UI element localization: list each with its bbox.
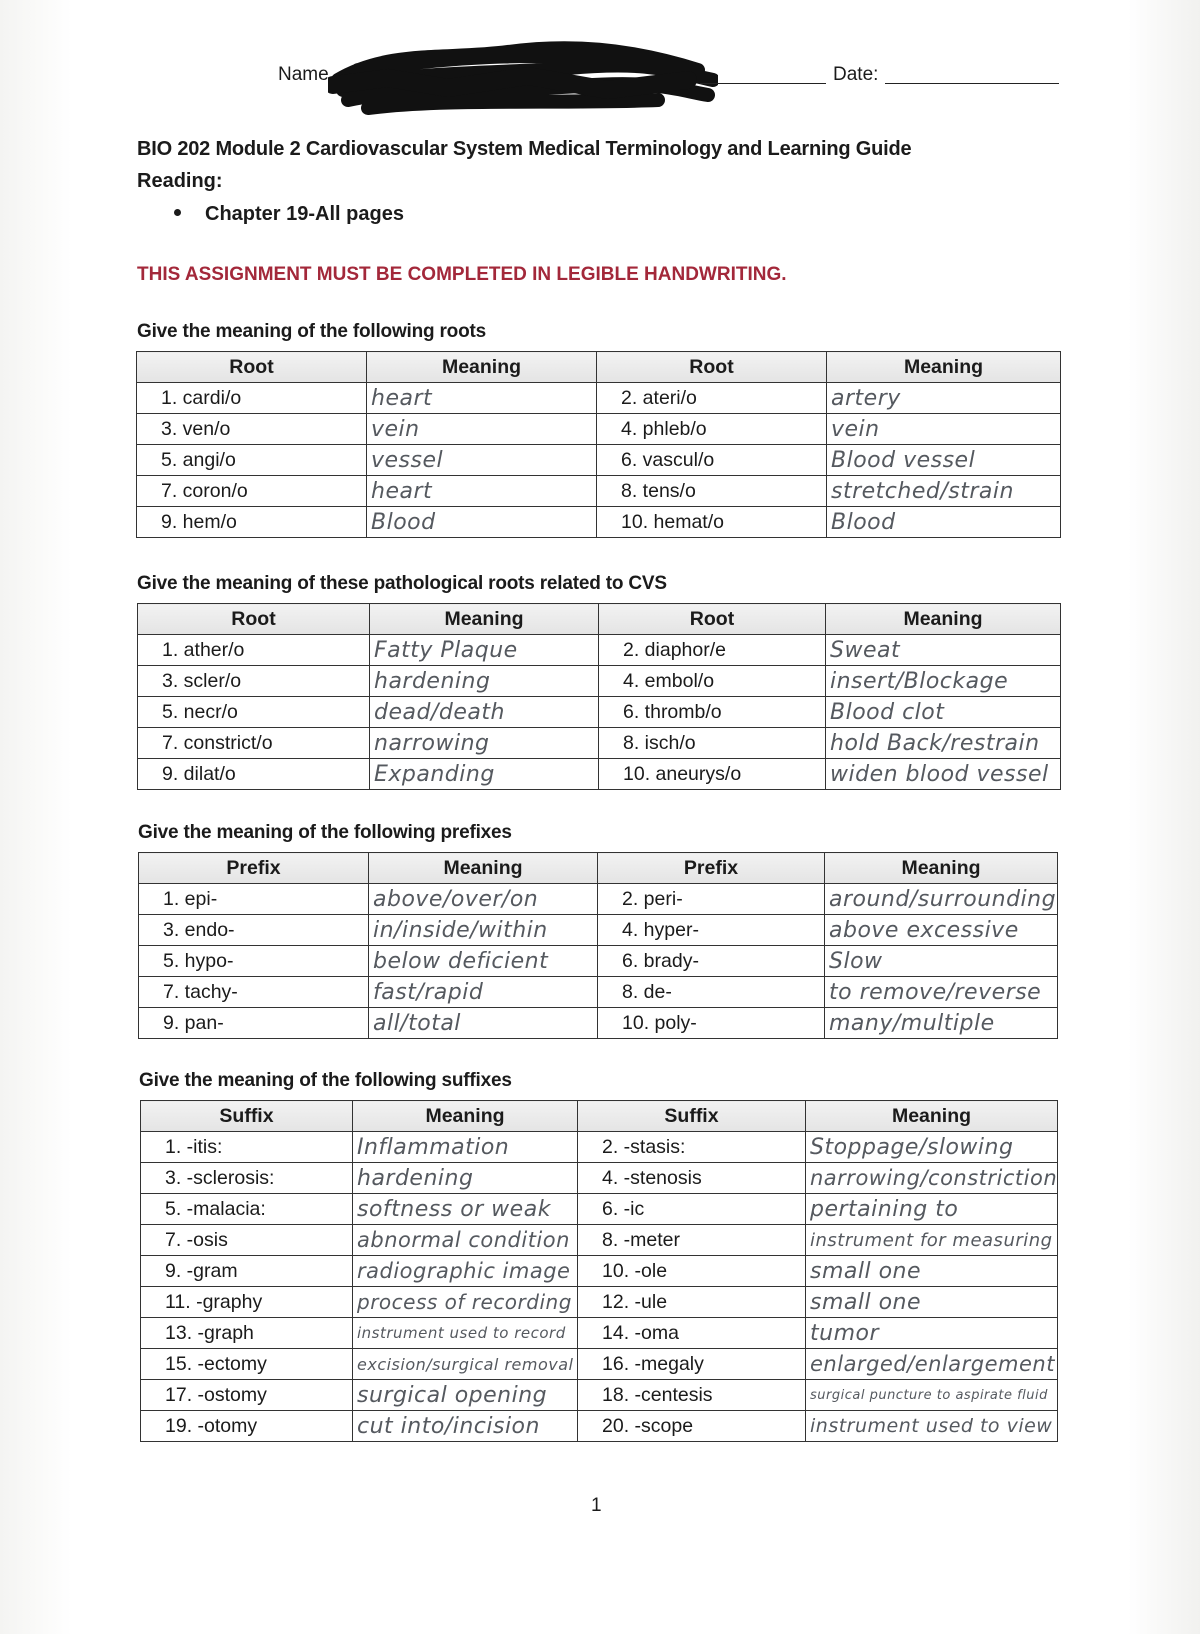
table-row	[141, 1225, 1058, 1256]
column-header: Root	[599, 604, 826, 635]
answer-cell[interactable]: radiographic image	[353, 1256, 578, 1287]
term-cell: 15. -ectomy	[141, 1349, 353, 1380]
term-cell: 1. ather/o	[138, 635, 370, 666]
answer-cell[interactable]: insert/Blockage	[826, 666, 1061, 697]
term-cell: 7. tachy-	[139, 977, 369, 1008]
answer-cell[interactable]: Blood vessel	[827, 445, 1061, 476]
column-header: Meaning	[825, 853, 1058, 884]
table-row	[139, 946, 1058, 977]
term-cell: 7. constrict/o	[138, 728, 370, 759]
term-cell: 5. -malacia:	[141, 1194, 353, 1225]
table-row	[141, 1163, 1058, 1194]
redaction-scribble	[328, 40, 718, 118]
term-cell: 16. -megaly	[578, 1349, 806, 1380]
term-cell: 4. hyper-	[598, 915, 825, 946]
term-cell: 9. dilat/o	[138, 759, 370, 790]
answer-cell[interactable]: dead/death	[370, 697, 599, 728]
answer-cell[interactable]: instrument used to view	[806, 1411, 1058, 1442]
answer-cell[interactable]: Blood	[367, 507, 597, 538]
answer-cell[interactable]: heart	[367, 476, 597, 507]
term-cell: 1. cardi/o	[137, 383, 367, 414]
term-cell: 18. -centesis	[578, 1380, 806, 1411]
term-cell: 8. tens/o	[597, 476, 827, 507]
term-cell: 2. -stasis:	[578, 1132, 806, 1163]
answer-cell[interactable]: Inflammation	[353, 1132, 578, 1163]
answer-cell[interactable]: artery	[827, 383, 1061, 414]
table-row	[141, 1256, 1058, 1287]
reading-item-text: Chapter 19-All pages	[205, 203, 404, 225]
answer-cell[interactable]: Stoppage/slowing	[806, 1132, 1058, 1163]
answer-cell[interactable]: vein	[827, 414, 1061, 445]
table-header-row	[138, 604, 1061, 635]
term-cell: 3. -sclerosis:	[141, 1163, 353, 1194]
date-underline	[885, 83, 1059, 84]
reading-item	[174, 203, 404, 226]
answer-cell[interactable]: instrument for measuring	[806, 1225, 1058, 1256]
table-row	[141, 1132, 1058, 1163]
section-title-pathological-roots: Give the meaning of these pathological roots related to CVS	[137, 573, 667, 594]
answer-cell[interactable]: narrowing	[370, 728, 599, 759]
table-header-row	[141, 1101, 1058, 1132]
answer-cell[interactable]: below deficient	[369, 946, 598, 977]
term-cell: 6. brady-	[598, 946, 825, 977]
term-cell: 10. hemat/o	[597, 507, 827, 538]
answer-cell[interactable]: in/inside/within	[369, 915, 598, 946]
page-number: 1	[591, 1495, 602, 1516]
bullet-icon	[174, 209, 181, 216]
table-row	[139, 1008, 1058, 1039]
term-cell: 7. -osis	[141, 1225, 353, 1256]
answer-cell[interactable]: vessel	[367, 445, 597, 476]
term-cell: 11. -graphy	[141, 1287, 353, 1318]
answer-cell[interactable]: Fatty Plaque	[370, 635, 599, 666]
table-row	[139, 977, 1058, 1008]
section-title-suffixes: Give the meaning of the following suffixes	[139, 1070, 512, 1091]
column-header: Root	[597, 352, 827, 383]
table-row	[138, 635, 1061, 666]
table-row	[137, 445, 1061, 476]
term-cell: 9. hem/o	[137, 507, 367, 538]
answer-cell[interactable]: instrument used to record	[353, 1318, 578, 1349]
term-cell: 4. embol/o	[599, 666, 826, 697]
handwriting-warning: THIS ASSIGNMENT MUST BE COMPLETED IN LEGIBLE HANDWRITING.	[137, 264, 787, 285]
table-row	[141, 1318, 1058, 1349]
answer-cell[interactable]: softness or weak	[353, 1194, 578, 1225]
pathological-roots-table	[137, 603, 1061, 790]
column-header: Meaning	[806, 1101, 1058, 1132]
term-cell: 10. -ole	[578, 1256, 806, 1287]
term-cell: 8. isch/o	[599, 728, 826, 759]
table-row	[139, 915, 1058, 946]
term-cell: 6. -ic	[578, 1194, 806, 1225]
table-row	[137, 414, 1061, 445]
term-cell: 10. aneurys/o	[599, 759, 826, 790]
table-header-row	[137, 352, 1061, 383]
term-cell: 17. -ostomy	[141, 1380, 353, 1411]
answer-cell[interactable]: surgical opening	[353, 1380, 578, 1411]
answer-cell[interactable]: heart	[367, 383, 597, 414]
term-cell: 6. vascul/o	[597, 445, 827, 476]
answer-cell[interactable]: widen blood vessel	[826, 759, 1061, 790]
term-cell: 8. -meter	[578, 1225, 806, 1256]
term-cell: 3. scler/o	[138, 666, 370, 697]
suffixes-table	[140, 1100, 1058, 1442]
answer-cell[interactable]: cut into/incision	[353, 1411, 578, 1442]
answer-cell[interactable]: fast/rapid	[369, 977, 598, 1008]
term-cell: 5. necr/o	[138, 697, 370, 728]
roots-table	[136, 351, 1061, 538]
answer-cell[interactable]: Blood	[827, 507, 1061, 538]
answer-cell[interactable]: around/surrounding	[825, 884, 1058, 915]
term-cell: 3. endo-	[139, 915, 369, 946]
table-row	[141, 1380, 1058, 1411]
table-row	[137, 507, 1061, 538]
table-row	[139, 884, 1058, 915]
answer-cell[interactable]: pertaining to	[806, 1194, 1058, 1225]
answer-cell[interactable]: tumor	[806, 1318, 1058, 1349]
table-row	[141, 1194, 1058, 1225]
term-cell: 10. poly-	[598, 1008, 825, 1039]
answer-cell[interactable]: above excessive	[825, 915, 1058, 946]
column-header: Meaning	[827, 352, 1061, 383]
term-cell: 9. pan-	[139, 1008, 369, 1039]
table-row	[141, 1287, 1058, 1318]
term-cell: 5. hypo-	[139, 946, 369, 977]
term-cell: 13. -graph	[141, 1318, 353, 1349]
term-cell: 7. coron/o	[137, 476, 367, 507]
column-header: Root	[138, 604, 370, 635]
term-cell: 1. -itis:	[141, 1132, 353, 1163]
term-cell: 9. -gram	[141, 1256, 353, 1287]
answer-cell[interactable]: Sweat	[826, 635, 1061, 666]
section-title-prefixes: Give the meaning of the following prefixes	[138, 822, 512, 843]
term-cell: 4. phleb/o	[597, 414, 827, 445]
answer-cell[interactable]: many/multiple	[825, 1008, 1058, 1039]
term-cell: 14. -oma	[578, 1318, 806, 1349]
column-header: Prefix	[139, 853, 369, 884]
column-header: Suffix	[578, 1101, 806, 1132]
table-row	[137, 476, 1061, 507]
name-label: Name	[278, 64, 329, 85]
term-cell: 3. ven/o	[137, 414, 367, 445]
answer-cell[interactable]: enlarged/enlargement	[806, 1349, 1058, 1380]
term-cell: 2. diaphor/e	[599, 635, 826, 666]
column-header: Meaning	[826, 604, 1061, 635]
term-cell: 6. thromb/o	[599, 697, 826, 728]
table-row	[138, 697, 1061, 728]
term-cell: 2. peri-	[598, 884, 825, 915]
answer-cell[interactable]: hardening	[353, 1163, 578, 1194]
term-cell: 12. -ule	[578, 1287, 806, 1318]
answer-cell[interactable]: process of recording	[353, 1287, 578, 1318]
column-header: Meaning	[353, 1101, 578, 1132]
answer-cell[interactable]: narrowing/constriction	[806, 1163, 1058, 1194]
prefixes-table	[138, 852, 1058, 1039]
answer-cell[interactable]: above/over/on	[369, 884, 598, 915]
term-cell: 4. -stenosis	[578, 1163, 806, 1194]
date-label: Date:	[833, 64, 879, 85]
term-cell: 5. angi/o	[137, 445, 367, 476]
answer-cell[interactable]: abnormal condition	[353, 1225, 578, 1256]
table-row	[141, 1411, 1058, 1442]
table-row	[141, 1349, 1058, 1380]
answer-cell[interactable]: vein	[367, 414, 597, 445]
answer-cell[interactable]: hardening	[370, 666, 599, 697]
table-row	[138, 759, 1061, 790]
column-header: Prefix	[598, 853, 825, 884]
answer-cell[interactable]: surgical puncture to aspirate fluid	[806, 1380, 1058, 1411]
answer-cell[interactable]: stretched/strain	[827, 476, 1061, 507]
term-cell: 20. -scope	[578, 1411, 806, 1442]
answer-cell[interactable]: Blood clot	[826, 697, 1061, 728]
section-title-roots: Give the meaning of the following roots	[137, 321, 486, 342]
reading-label: Reading:	[137, 170, 223, 192]
column-header: Meaning	[367, 352, 597, 383]
answer-cell[interactable]: excision/surgical removal	[353, 1349, 578, 1380]
table-row	[137, 383, 1061, 414]
term-cell: 8. de-	[598, 977, 825, 1008]
column-header: Meaning	[369, 853, 598, 884]
column-header: Root	[137, 352, 367, 383]
answer-cell[interactable]: hold Back/restrain	[826, 728, 1061, 759]
table-row	[138, 666, 1061, 697]
answer-cell[interactable]: to remove/reverse	[825, 977, 1058, 1008]
answer-cell[interactable]: small one	[806, 1256, 1058, 1287]
table-row	[138, 728, 1061, 759]
column-header: Suffix	[141, 1101, 353, 1132]
answer-cell[interactable]: Expanding	[370, 759, 599, 790]
table-header-row	[139, 853, 1058, 884]
term-cell: 19. -otomy	[141, 1411, 353, 1442]
document-title: BIO 202 Module 2 Cardiovascular System Medical Terminology and Learning Guide	[137, 138, 912, 160]
term-cell: 1. epi-	[139, 884, 369, 915]
answer-cell[interactable]: all/total	[369, 1008, 598, 1039]
answer-cell[interactable]: small one	[806, 1287, 1058, 1318]
name-underline	[700, 83, 826, 84]
answer-cell[interactable]: Slow	[825, 946, 1058, 977]
column-header: Meaning	[370, 604, 599, 635]
term-cell: 2. ateri/o	[597, 383, 827, 414]
